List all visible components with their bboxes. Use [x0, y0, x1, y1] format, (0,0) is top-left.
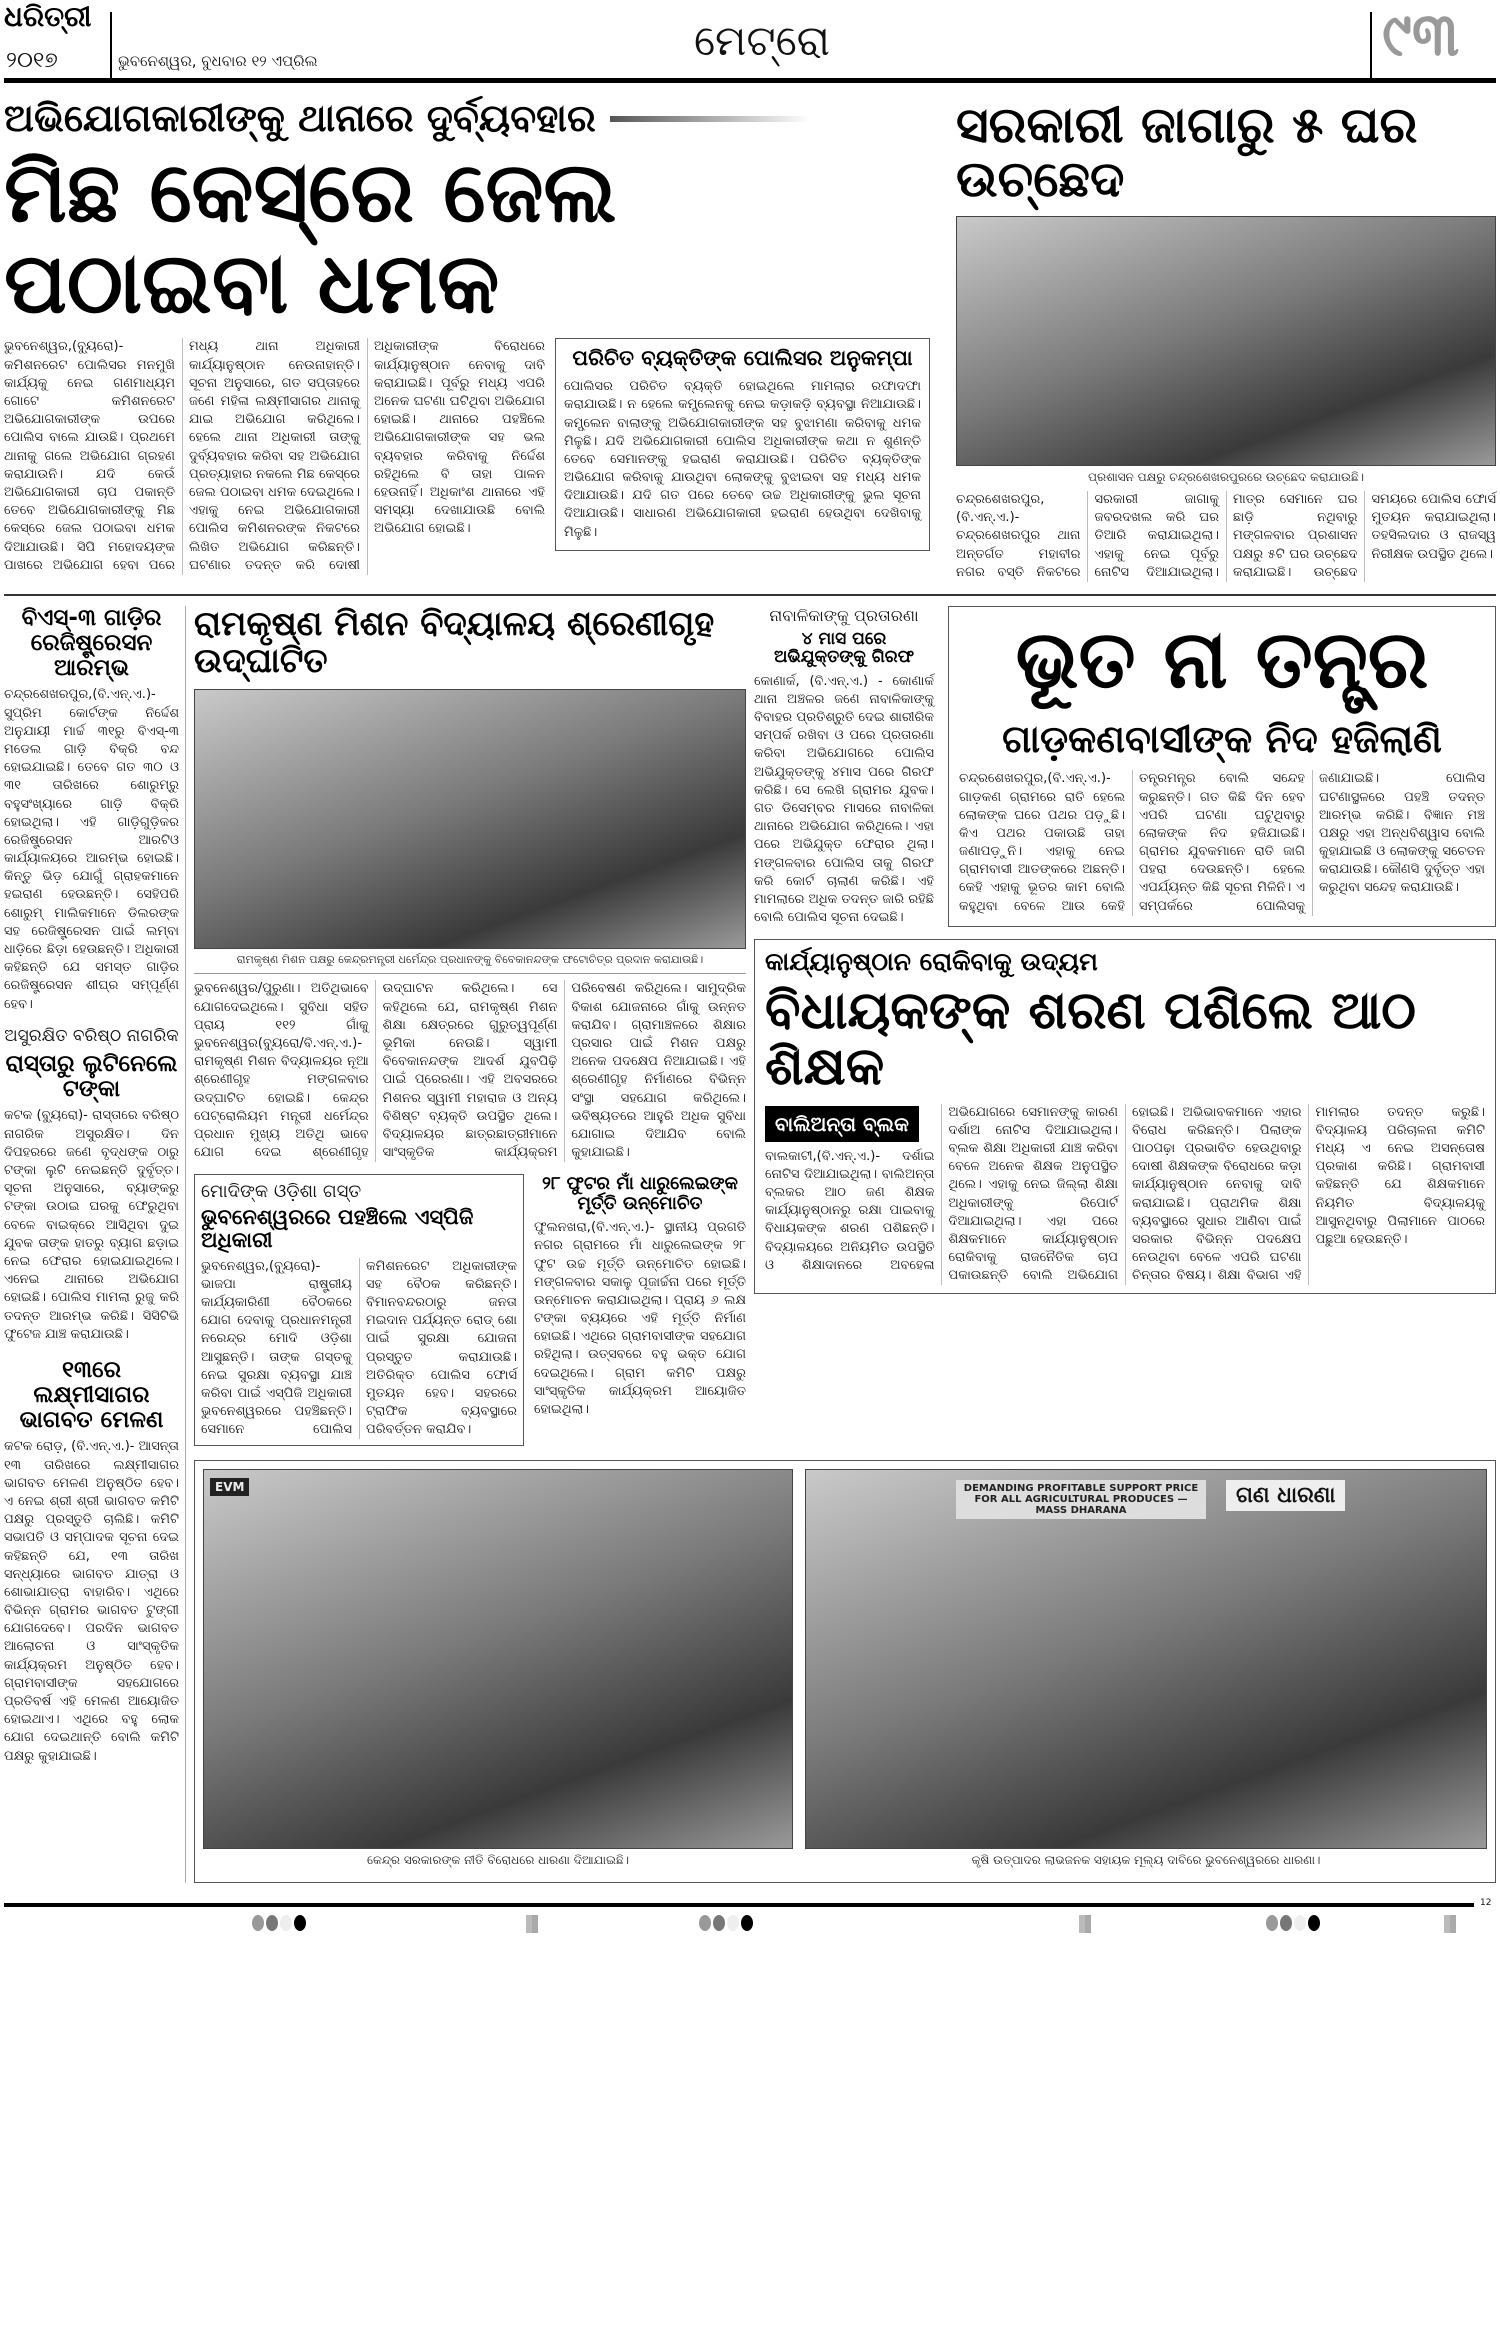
bhagabata-body: କଟକ ରୋଡ଼, (ବି.ଏନ୍.ଏ.)- ଆସନ୍ତା ୧୩ ତାରିଖରେ ଲକ୍ଷ୍ମୀସାଗର ଭାଗବତ ମେଳଣ ଅନୁଷ୍ଠିତ ହେବ। ଏ ନେଇ ଶ୍ରୀ ଶ୍ରୀ ଭାଗବତ କମିଟି ପକ୍ଷରୁ ପ୍ରସ୍ତୁତି ଚାଲିଛି। କମିଟି ସଭାପତି ଓ ସମ୍ପାଦକ ସୂଚନା ଦେଇ କହିଛନ୍ତି ଯେ, ୧୩ ତାରିଖ ସନ୍ଧ୍ୟାରେ ଭାଗବତ ଯାତ୍ରା ଓ ଶୋଭାଯାତ୍ରା ବାହାରିବ। ଏଥିରେ ବିଭିନ୍ନ ଗ୍ରାମର ଭାଗବତ ଟୁଙ୍ଗୀ ଯୋଗଦେବେ। ପରଦିନ ଭାଗବତ ଆଲୋଚନା ଓ ସାଂସ୍କୃତିକ କାର୍ଯ୍ୟକ୍ରମ ଅନୁଷ୍ଠିତ ହେବ। ଗ୍ରାମବାସୀଙ୍କ ସହଯୋଗରେ ପ୍ରତିବର୍ଷ ଏହି ମେଳଣ ଆୟୋଜିତ ହୋଇଥାଏ। ଏଥିରେ ବହୁ ଲୋକ ଯୋଗ ଦେଇଥାନ୍ତି ବୋଲି କମିଟି ପକ୍ଷରୁ କୁହାଯାଇଛି। [4, 1439, 179, 1764]
eviction-photo [956, 216, 1496, 466]
robbery-body: କଟକ (ବ୍ୟୁରୋ)- ରାସ୍ତାରେ ବରିଷ୍ଠ ନାଗରିକ ଅସୁରକ୍ଷିତ। ଦିନ ଦିପହରରେ ଜଣେ ବୃଦ୍ଧଙ୍କ ଠାରୁ ଟଙ୍କା ଲୁଟି ନେଇଛନ୍ତି ଦୁର୍ବୃତ୍ତ। ସୂଚନା ଅନୁସାରେ, ବ୍ୟାଙ୍କରୁ ଟଙ୍କା ଉଠାଇ ଘରକୁ ଫେରୁଥିବା ବେଳେ ବାଇକ୍‌ରେ ଆସିଥିବା ଦୁଇ ଯୁବକ ତାଙ୍କ ହାତରୁ ବ୍ୟାଗ ଛଡ଼ାଇ ନେଇ ଫେରାର ହୋଇଯାଇଥିଲେ। ଏନେଇ ଥାନାରେ ଅଭିଯୋଗ ହୋଇଛି। ପୋଲିସ ମାମଲା ରୁଜୁ କରି ତଦନ୍ତ ଆରମ୍ଭ କରିଛି। ସିସିଟିଭି ଫୁଟେଜ ଯାଞ୍ଚ କରାଯାଉଛି। [4, 1108, 179, 1342]
bs3-headline: ବିଏସ୍-୩ ଗାଡ଼ିର ରେଜିଷ୍ଟ୍ରେସନ ଆରମ୍ଭ [21, 604, 162, 681]
teachers-article [754, 939, 1496, 1294]
lead-kicker: ଅଭିଯୋଗକାରୀଙ୍କୁ ଥାନାରେ ଦୁର୍ବ୍ୟବହାର [4, 96, 596, 140]
top-section [4, 98, 1496, 582]
registration-marks [4, 1915, 1494, 1935]
teachers-body: ବାଲକାଟୀ,(ବି.ଏନ୍.ଏ.)- ଦର୍ଶାଇ ନୋଟିସ ଦିଆଯାଇଥିଲା। ବାଲିଅନ୍ତା ବ୍ଲକର ଆଠ ଜଣ ଶିକ୍ଷକ କାର୍ଯ୍ୟାନୁଷ୍ଠାନରୁ ରକ୍ଷା ପାଇବାକୁ ବିଧାୟକଙ୍କ ଶରଣ ପଶିଛନ୍ତି। ବିଦ୍ୟାଳୟରେ ଅନିୟମିତ ଉପସ୍ଥିତି ଓ ଶିକ୍ଷାଦାନରେ ଅବହେଳା ଅଭିଯୋଗରେ ସେମାନଙ୍କୁ କାରଣ ଦର୍ଶାଅ ନୋଟିସ ଦିଆଯାଇଥିଲା। ବ୍ଲକ ଶିକ୍ଷା ଅଧିକାରୀ ଯାଞ୍ଚ କରିବା ବେଳେ ଅନେକ ଶିକ୍ଷକ ଅନୁପସ୍ଥିତ ଥିଲେ। ଏହାକୁ ନେଇ ଜିଲ୍ଲା ଶିକ୍ଷା ଅଧିକାରୀଙ୍କୁ ରିପୋର୍ଟ ଦିଆଯାଇଥିଲା। ଏହା ପରେ ଶିକ୍ଷକମାନେ କାର୍ଯ୍ୟାନୁଷ୍ଠାନ ରୋକିବାକୁ ରାଜନୈତିକ ଚାପ ପକାଉଛନ୍ତି ବୋଲି ଅଭିଯୋଗ ହୋଇଛି। ଅଭିଭାବକମାନେ ଏହାର ବିରୋଧ କରିଛନ୍ତି। ପିଲାଙ୍କ ପାଠପଢ଼ା ପ୍ରଭାବିତ ହେଉଥିବାରୁ ଦୋଷୀ ଶିକ୍ଷକଙ୍କ ବିରୋଧରେ କଡ଼ା କାର୍ଯ୍ୟାନୁଷ୍ଠାନ ନେବାକୁ ଦାବି କରାଯାଇଛି। ପ୍ରାଥମିକ ଶିକ୍ଷା ବ୍ୟବସ୍ଥାରେ ସୁଧାର ଆଣିବା ପାଇଁ ସରକାର ବିଭିନ୍ନ ପଦକ୍ଷେପ ନେଉଥିବା ବେଳେ ଏପରି ଘଟଣା ଚିନ୍ତାର ବିଷୟ। ଶିକ୍ଷା ବିଭାଗ ଏହି ମାମଲାର ତଦନ୍ତ କରୁଛି। ବିଦ୍ୟାଳୟ ପରିଚାଳନା କମିଟି ମଧ୍ୟ ଏ ନେଇ ଅସନ୍ତୋଷ ପ୍ରକାଶ କରିଛି। ଗ୍ରାମବାସୀ କହିଛନ୍ତି ଯେ ଶିକ୍ଷକମାନେ ନିୟମିତ ବିଦ୍ୟାଳୟକୁ ଆସୁନଥିବାରୁ ପିଲାମାନେ ପାଠରେ ପଛୁଆ ହେଉଛନ୍ତି। [765, 1104, 1485, 1284]
photo-banner: ଗଣ ଧାରଣା [1226, 1480, 1345, 1511]
ramakrishna-photo [194, 689, 746, 949]
photo-banner: DEMANDING PROFITABLE SUPPORT PRICE FOR ALL AGRICULTURAL PRODUCES — MASS DHARANA [956, 1480, 1206, 1519]
divider [1370, 12, 1372, 78]
minor-kicker: ନାବାଳିକାଙ୍କୁ ପ୍ରତାରଣା [769, 605, 919, 625]
ghost-body: ଚନ୍ଦ୍ରଶେଖରପୁର,(ବି.ଏନ୍.ଏ.)- ଗାଡ଼କଣ ଗ୍ରାମରେ ରାତି ହେଲେ ଲୋକଙ୍କ ଘରେ ପଥର ପଡ଼ୁଛି। କିଏ ପଥର ପକାଉଛି ତାହା ଜଣାପଡ଼ୁନି। ଏହାକୁ ନେଇ ଗ୍ରାମବାସୀ ଆତଙ୍କରେ ଅଛନ୍ତି। କେହି ଏହାକୁ ଭୂତର କାମ ବୋଲି କହୁଥିବା ବେଳେ ଆଉ କେହି ତନ୍ତ୍ରମନ୍ତ୍ର ବୋଲି ସନ୍ଦେହ କରୁଛନ୍ତି। ଗତ କିଛି ଦିନ ହେବ ଏପରି ଘଟଣା ଘଟୁଥିବାରୁ ଲୋକଙ୍କ ନିଦ ହଜିଯାଇଛି। ଗ୍ରାମର ଯୁବକମାନେ ରାତି ଜାଗି ପହରା ଦେଉଛନ୍ତି। ହେଲେ ଏପର୍ଯ୍ୟନ୍ତ କିଛି ସୂଚନା ମିଳିନି। ଏ ସମ୍ପର୍କରେ ପୋଲିସକୁ ଜଣାଯାଇଛି। ପୋଲିସ ଘଟଣାସ୍ଥଳରେ ପହଞ୍ଚି ତଦନ୍ତ ଆରମ୍ଭ କରିଛି। ବିଜ୍ଞାନ ମଞ୍ଚ ପକ୍ଷରୁ ଏହା ଅନ୍ଧବିଶ୍ୱାସ ବୋଲି କୁହାଯାଇଛି ଓ ଲୋକଙ୍କୁ ସଚେତନ କରାଯାଉଛି। କୌଣସି ଦୁର୍ବୃତ୍ତ ଏହା କରୁଥିବା ସନ୍ଦେହ କରାଯାଉଛି। [959, 771, 1485, 914]
teachers-headline: ବିଧାୟକଙ୍କ ଶରଣ ପଶିଲେ ଆଠ ଶିକ୍ଷକ [765, 981, 1416, 1098]
sidebar-title: ପରିଚିତ ବ୍ୟକ୍ତିଙ୍କ ପୋଲିସର ଅନୁକମ୍ପା [572, 346, 913, 371]
protest-photo-right [805, 1469, 1487, 1849]
protest-caption-right: କୃଷି ଉତ୍ପାଦର ଲାଭଜନକ ସହାୟକ ମୂଲ୍ୟ ଦାବିରେ ଭୁବନେଶ୍ୱରରେ ଧାରଣା। [971, 1853, 1321, 1868]
spg-body: ଭୁବନେଶ୍ୱର,(ବ୍ୟୁରୋ)-ଭାଜପା ରାଷ୍ଟ୍ରୀୟ କାର୍ଯ୍ୟକାରିଣୀ ବୈଠକରେ ଯୋଗ ଦେବାକୁ ପ୍ରଧାନମନ୍ତ୍ରୀ ନରେନ୍ଦ୍ର ମୋଦି ଓଡ଼ିଶା ଆସୁଛନ୍ତି। ତାଙ୍କ ଗସ୍ତକୁ ନେଇ ସୁରକ୍ଷା ବ୍ୟବସ୍ଥା ଯାଞ୍ଚ କରିବା ପାଇଁ ଏସ୍‌ପିଜି ଅଧିକାରୀ ଭୁବନେଶ୍ୱରରେ ପହଞ୍ଚିଛନ୍ତି। ସେମାନେ ପୋଲିସ କମିଶନରେଟ ଅଧିକାରୀଙ୍କ ସହ ବୈଠକ କରିଛନ୍ତି। ବିମାନବନ୍ଦରଠାରୁ ଜନତା ମଇଦାନ ପର୍ଯ୍ୟନ୍ତ ରୋଡ୍ ଶୋ ପାଇଁ ସୁରକ୍ଷା ଯୋଜନା ପ୍ରସ୍ତୁତ କରାଯାଉଛି। ଅତିରିକ୍ତ ପୋଲିସ ଫୋର୍ସ ମୁତୟନ ହେବ। ସହରରେ ଟ୍ରାଫିକ ବ୍ୟବସ୍ଥାରେ ପରିବର୍ତ୍ତନ କରାଯିବ। [201, 1258, 517, 1438]
lead-headline: ମିଛ କେସ୍‌ରେ ଜେଲ ପଠାଇବା ଧମକ [4, 143, 617, 332]
bottom-photo-frame [194, 1460, 1496, 1883]
spg-idol-row [194, 1174, 746, 1446]
idol-body: ଫୁଲନଖରା,(ବି.ଏନ୍.ଏ.)- ସ୍ଥାନୀୟ ପ୍ରଗତି ନଗର ଗ୍ରାମରେ ମାଁ ଧାରୁଲେଇଙ୍କ ୨୮ ଫୁଟ ଉଚ୍ଚ ମୂର୍ତ୍ତି ଉନ୍ମୋଚିତ ହୋଇଛି। ମଙ୍ଗଳବାର ସକାଳୁ ପୂଜାର୍ଚ୍ଚନା ପରେ ମୂର୍ତ୍ତି ଉନ୍ମୋଚନ କରାଯାଇଥିଲା। ପ୍ରାୟ ୬ ଲକ୍ଷ ଟଙ୍କା ବ୍ୟୟରେ ଏହି ମୂର୍ତ୍ତି ନିର୍ମାଣ ହୋଇଛି। ଏଥିରେ ଗ୍ରାମବାସୀଙ୍କ ସହଯୋଗ ରହିଥିଲା। ଉତ୍ସବରେ ବହୁ ଭକ୍ତ ଯୋଗ ଦେଇଥିଲେ। ଗ୍ରାମ କମିଟି ପକ୍ଷରୁ ସାଂସ୍କୃତିକ କାର୍ଯ୍ୟକ୍ରମ ଆୟୋଜିତ ହୋଇଥିଲା। [534, 1220, 746, 1417]
ramakrishna-caption: ରାମକୃଷ୍ଣ ମିଶନ ପକ୍ଷରୁ କେନ୍ଦ୍ରମନ୍ତ୍ରୀ ଧର୍ମେନ୍ଦ୍ର ପ୍ରଧାନଙ୍କୁ ବିବେକାନନ୍ଦଙ୍କ ଫଟୋଚିତ୍ର ପ୍ରଦାନ କରାଯାଉଛି। [236, 953, 704, 967]
robbery-kicker: ଅସୁରକ୍ଷିତ ବରିଷ୍ଠ ନାଗରିକ [4, 1025, 179, 1046]
eviction-article [956, 98, 1496, 582]
spg-article [194, 1174, 524, 1446]
robbery-headline: ରାସ୍ତାରୁ ଲୁଟିନେଲେ ଟଙ୍କା [5, 1050, 178, 1102]
eviction-caption: ପ୍ରଶାସନ ପକ୍ଷରୁ ଚନ୍ଦ୍ରଶେଖରପୁରରେ ଉଚ୍ଛେଦ କରାଯାଉଛି। [1088, 470, 1364, 484]
left-column [4, 606, 186, 1884]
page-number: ୯୩ [1382, 0, 1459, 70]
lead-article [4, 98, 930, 582]
center-column [194, 603, 746, 1447]
minor-body: କୋଣାର୍କ, (ବି.ଏନ୍.ଏ.) - କୋଣାର୍କ ଥାନା ଅଞ୍ଚଳର ଜଣେ ନାବାଳିକାଙ୍କୁ ବିବାହର ପ୍ରତିଶ୍ରୁତି ଦେଇ ଶାରୀରିକ ସମ୍ପର୍କ ରଖିବା ଓ ପରେ ପ୍ରତାରଣା କରିବା ଅଭିଯୋଗରେ ପୋଲିସ ଅଭିଯୁକ୍ତଙ୍କୁ ୪ମାସ ପରେ ଗିରଫ କରିଛି। ସେ ଲେଖି ଗ୍ରାମର ଯୁବକ। ଗତ ଡିସେମ୍ବର ମାସରେ ନାବାଳିକା ଥାନାରେ ଅଭିଯୋଗ କରିଥିଲେ। ଏହା ପରେ ଅଭିଯୁକ୍ତ ଫେରାର ଥିଲା। ମଙ୍ଗଳବାର ପୋଲିସ ତାକୁ ଗିରଫ କରି କୋର୍ଟ ଚାଲାଣ କରିଛି। ଏହି ମାମଲାରେ ଅଧିକ ତଦନ୍ତ ଜାରି ରହିଛି ବୋଲି ପୋଲିସ ସୂଚନା ଦେଇଛି। [754, 673, 934, 926]
dateline: ଭୁବନେଶ୍ୱର, ବୁଧବାର ୧୨ ଏପ୍ରିଲ [118, 52, 318, 70]
masthead-rule [4, 78, 1496, 83]
protest-right [805, 1469, 1487, 1874]
photo-banner: EVM [210, 1478, 249, 1496]
teachers-body-columns [765, 1104, 1485, 1286]
idol-headline: ୨୮ ଫୁଟର ମାଁ ଧାରୁଲେଇଙ୍କ ମୂର୍ତ୍ତି ଉନ୍ମୋଚିତ [542, 1173, 738, 1214]
ghost-headline: ଭୂତ ନା ତନ୍ତ୍ର [1015, 612, 1429, 706]
footer [4, 1898, 1496, 1939]
lead-content [4, 338, 930, 574]
eviction-body: ଚନ୍ଦ୍ରଶେଖରପୁର,(ବି.ଏନ୍.ଏ.)- ଚନ୍ଦ୍ରଶେଖରପୁର ଥାନା ଅନ୍ତର୍ଗତ ମହାବୀର ନଗର ବସ୍ତି ନିକଟରେ ସରକାରୀ ଜାଗାକୁ ଜବରଦଖଲ କରି ଘର ତିଆରି କରାଯାଇଥିଲା। ଏହାକୁ ନେଇ ପୂର୍ବରୁ ନୋଟିସ ଦିଆଯାଇଥିଲା। ମାତ୍ର ସେମାନେ ଘର ଛାଡ଼ି ନଥିବାରୁ ମଙ୍ଗଳବାର ପ୍ରଶାସନ ପକ୍ଷରୁ ୫ଟି ଘର ଉଚ୍ଛେଦ କରାଯାଇଛି। ଉଚ୍ଛେଦ ସମୟରେ ପୋଲିସ ଫୋର୍ସ ମୁତୟନ କରାଯାଇଥିଲା। ତହସିଲଦାର ଓ ରାଜସ୍ୱ ନିରୀକ୍ଷକ ଉପସ୍ଥିତ ଥିଲେ। [956, 492, 1496, 580]
lead-sidebar [555, 338, 930, 550]
edition-year: ୨୦୧୭ [6, 48, 58, 73]
section-rule [4, 594, 1496, 596]
right-top-row [754, 606, 1496, 927]
minor-headline: ୪ ମାସ ପରେ ଅଭିଯୁକ୍ତଙ୍କୁ ଗିରଫ [773, 628, 915, 668]
lead-body: ଭୁବନେଶ୍ୱର,(ବ୍ୟୁରୋ)- କମିଶନରେଟ ପୋଲିସର ମନମୁଖି କାର୍ଯ୍ୟକୁ ନେଇ ଗଣମାଧ୍ୟମ ଗୋଟେ କମିଶନରେଟ ଅଭିଯୋଗକାରୀଙ୍କ ଉପରେ ପୋଲିସ ବାଲେ ଯାଉଛି। ପ୍ରଥମେ ଥାନାକୁ ଗଲେ ଅଭିଯୋଗ ଗ୍ରହଣ କରାଯାଉନି। ଯଦି କେଉଁ ଅଭିଯୋଗକାରୀ ଚାପ ପକାନ୍ତି ତେବେ ଅଭିଯୋଗକାରୀଙ୍କୁ ମିଛ କେସ୍‌ରେ ଜେଲ ପଠାଇବା ଧମକ ଦିଆଯାଉଛି। ସିପି ମହୋଦୟଙ୍କ ପାଖରେ ଅଭିଯୋଗ ହେବା ପରେ ମଧ୍ୟ ଥାନା ଅଧିକାରୀ କାର୍ଯ୍ୟାନୁଷ୍ଠାନ ନେଉନାହାନ୍ତି। ସୂଚନା ଅନୁସାରେ, ଗତ ସପ୍ତାହରେ ଜଣେ ମହିଳା ଲକ୍ଷ୍ମୀସାଗର ଥାନାକୁ ଯାଇ ଅଭିଯୋଗ କରିଥିଲେ। ହେଲେ ଥାନା ଅଧିକାରୀ ତାଙ୍କୁ ଦୁର୍ବ୍ୟବହାର କରିବା ସହ ଅଭିଯୋଗ ପ୍ରତ୍ୟାହାର ନକଲେ ମିଛ କେସ୍‌ରେ ଜେଲ ପଠାଇବା ଧମକ ଦେଇଥିଲେ। ଏହାକୁ ନେଇ ଅଭିଯୋଗକାରୀ ପୋଲିସ କମିଶନରଙ୍କ ନିକଟରେ ଲିଖିତ ଅଭିଯୋଗ କରିଛନ୍ତି। ଘଟଣାର ତଦନ୍ତ କରି ଦୋଷୀ ଅଧିକାରୀଙ୍କ ବିରୋଧରେ କାର୍ଯ୍ୟାନୁଷ୍ଠାନ ନେବାକୁ ଦାବି କରାଯାଇଛି। ପୂର୍ବରୁ ମଧ୍ୟ ଏପରି ଅନେକ ଘଟଣା ଘଟିଥିବା ଅଭିଯୋଗ ହୋଇଛି। ଥାନାରେ ପହଞ୍ଚିଲେ ଅଭିଯୋଗକାରୀଙ୍କ ସହ ଭଲ ବ୍ୟବହାର କରିବାକୁ ନିର୍ଦ୍ଦେଶ ରହିଥିଲେ ବି ତାହା ପାଳନ ହେଉନାହିଁ। ଅଧିକାଂଶ ଥାନାରେ ଏହି ସମସ୍ୟା ଦେଖାଯାଉଛି ବୋଲି ଅଭିଯୋଗ ହୋଇଛି। [4, 339, 545, 573]
kicker-rule [610, 116, 810, 122]
ramakrishna-body: ଭୁବନେଶ୍ୱର/ପୁରୁଣା। ଅତିଥିଭାବେ ଯୋଗଦେଇଥିଲେ। ସୁବିଧା ସହିତ ପ୍ରାୟ ୧୧୨ ଗାଁକୁ ଭୁବନେଶ୍ୱର(ବ୍ୟୁରୋ/ବି.ଏନ୍.ଏ.)- ରାମକୃଷ୍ଣ ମିଶନ ବିଦ୍ୟାଳୟର ନୂଆ ଶ୍ରେଣୀଗୃହ ମଙ୍ଗଳବାର ଉଦ୍‌ଘାଟିତ ହୋଇଛି। କେନ୍ଦ୍ର ପେଟ୍ରୋଲିୟମ ମନ୍ତ୍ରୀ ଧର୍ମେନ୍ଦ୍ର ପ୍ରଧାନ ମୁଖ୍ୟ ଅତିଥି ଭାବେ ଯୋଗ ଦେଇ ଶ୍ରେଣୀଗୃହ ଉଦ୍‌ଘାଟନ କରିଥିଲେ। ସେ କହିଥିଲେ ଯେ, ରାମକୃଷ୍ଣ ମିଶନ ଶିକ୍ଷା କ୍ଷେତ୍ରରେ ଗୁରୁତ୍ୱପୂର୍ଣ୍ଣ ଭୂମିକା ନେଉଛି। ସ୍ୱାମୀ ବିବେକାନନ୍ଦଙ୍କ ଆଦର୍ଶ ଯୁବପିଢ଼ି ପାଇଁ ପ୍ରେରଣା। ଏହି ଅବସରରେ ମିଶନର ସ୍ୱାମୀ ମହାରାଜ ଓ ଅନ୍ୟ ବିଶିଷ୍ଟ ବ୍ୟକ୍ତି ଉପସ୍ଥିତ ଥିଲେ। ବିଦ୍ୟାଳୟର ଛାତ୍ରଛାତ୍ରୀମାନେ ସାଂସ୍କୃତିକ କାର୍ଯ୍ୟକ୍ରମ ପରିବେଷଣ କରିଥିଲେ। ସାମୁଦ୍ରିକ ବିକାଶ ଯୋଜନାରେ ଗାଁକୁ ଉନ୍ନତ କରାଯିବ। ଗ୍ରାମାଞ୍ଚଳରେ ଶିକ୍ଷାର ପ୍ରସାର ପାଇଁ ମିଶନ ପକ୍ଷରୁ ଅନେକ ପଦକ୍ଷେପ ନିଆଯାଇଛି। ଏହି ଶ୍ରେଣୀଗୃହ ନିର୍ମାଣରେ ବିଭିନ୍ନ ସଂସ୍ଥା ସହଯୋଗ କରିଥିଲେ। ଭବିଷ୍ୟତରେ ଆହୁରି ଅଧିକ ସୁବିଧା ଯୋଗାଇ ଦିଆଯିବ ବୋଲି କୁହାଯାଇଛି। [194, 981, 746, 1161]
teachers-box-label: ବାଲିଅନ୍ତା ବ୍ଲକ [765, 1106, 919, 1142]
divider [194, 973, 746, 974]
bhagabata-headline: ୧୩ରେ ଲକ୍ଷ୍ମୀସାଗର ଭାଗବତ ମେଳଣ [19, 1356, 164, 1433]
section-title: ମେଟ୍ରୋ [694, 16, 830, 65]
protest-caption-left: କେନ୍ଦ୍ର ସରକାରଙ୍କ ନୀତି ବିରୋଧରେ ଧାରଣା ଦିଆଯାଇଛି। [367, 1853, 629, 1868]
bs3-body: ଚନ୍ଦ୍ରଶେଖରପୁର,(ବି.ଏନ୍.ଏ.)- ସୁପ୍ରିମ କୋର୍ଟଙ୍କ ନିର୍ଦ୍ଦେଶ ଅନୁଯାୟୀ ମାର୍ଚ୍ଚ ୩୧ରୁ ବିଏସ୍-୩ ମଡେଲ ଗାଡ଼ି ବିକ୍ରି ବନ୍ଦ ହୋଇଯାଇଛି। ତେବେ ଗତ ୩୦ ଓ ୩୧ ତାରିଖରେ ଶୋରୁମ୍‌ରୁ ବହୁସଂଖ୍ୟାରେ ଗାଡ଼ି ବିକ୍ରି ହୋଇଥିଲା। ଏହି ଗାଡ଼ିଗୁଡ଼ିକର ରେଜିଷ୍ଟ୍ରେସନ ଆରଟିଓ କାର୍ଯ୍ୟାଳୟରେ ଆରମ୍ଭ ହୋଇଛି। କିନ୍ତୁ ଭିଡ଼ ଯୋଗୁଁ ଗ୍ରାହକମାନେ ହଇରାଣ ହେଉଛନ୍ତି। ସେହିପରି ଶୋରୁମ୍ ମାଲିକମାନେ ଡିଲରଙ୍କ ସହ ରେଜିଷ୍ଟ୍ରେସନ ପାଇଁ ଲମ୍ବା ଧାଡ଼ିରେ ଛିଡ଼ା ହେଉଛନ୍ତି। ଅଧିକାରୀ କହିଛନ୍ତି ଯେ ସମସ୍ତ ଗାଡ଼ିର ରେଜିଷ୍ଟ୍ରେସନ ଶୀଘ୍ର ସମ୍ପୂର୍ଣ୍ଣ ହେବ। [4, 687, 179, 1012]
protest-photo-left [203, 1469, 793, 1849]
newspaper-logo: ଧରିତ୍ରୀ [4, 0, 92, 33]
main-section [4, 603, 1496, 1884]
lead-kicker-row [4, 98, 930, 139]
minor-article [754, 606, 934, 927]
protest-left [203, 1469, 793, 1874]
spg-headline: ଭୁବନେଶ୍ୱରରେ ପହଞ୍ଚିଲେ ଏସ୍‌ପିଜି ଅଧିକାରୀ [201, 1205, 474, 1252]
ramakrishna-headline: ରାମକୃଷ୍ଣ ମିଶନ ବିଦ୍ୟାଳୟ ଶ୍ରେଣୀଗୃହ ଉଦ୍‌ଘାଟିତ [194, 603, 715, 681]
footer-rule [4, 1903, 1474, 1907]
folio: 12 [1480, 1898, 1492, 1909]
divider [110, 12, 112, 78]
spg-kicker: ମୋଦିଙ୍କ ଓଡ଼ିଶା ଗସ୍ତ [201, 1181, 362, 1203]
idol-article [534, 1174, 746, 1419]
right-column [754, 606, 1496, 1447]
ghost-subheadline: ଗାଡ଼କଣବାସୀଙ୍କ ନିଦ ହଜିଲାଣି [1002, 717, 1442, 762]
sidebar-body: ପୋଲିସର ପରିଚିତ ବ୍ୟକ୍ତି ହୋଇଥିଲେ ମାମଲାର ରଫାଦଫା କରାଯାଉଛି। ନ ହେଲେ କମ୍ପ୍ଲେନକୁ ନେଇ କଡ଼ାକଡ଼ି ବ୍ୟବସ୍ଥା ନିଆଯାଉଛି। କମ୍ପ୍ଲେନ ବାଲାଙ୍କୁ ଅଭିଯୋଗକାରୀଙ୍କ ସହ ବୁଝାମଣା କରିବାକୁ ଧମକ ମିଳୁଛି। ଯଦି ଅଭିଯୋଗକାରୀ ପୋଲିସ ଅଧିକାରୀଙ୍କ କଥା ନ ଶୁଣନ୍ତି ତେବେ ସେମାନଙ୍କୁ ହଇରାଣ କରାଯାଉଛି। ପରିଚିତ ବ୍ୟକ୍ତିଙ୍କ ଅଭିଯୋଗ କରିବାକୁ ଯାଉଥିବା ଲୋକଙ୍କୁ ବୁଝାଇବା ସହ ମଧ୍ୟ ଧମକ ଦିଆଯାଉଛି। ଯଦି ଗତ ପରେ ତେବେ ଉଚ୍ଚ ଅଧିକାରୀଙ୍କୁ ଭୁଲ ସୂଚନା ଦିଆଯାଉଛି। ସାଧାରଣ ଅଭିଯୋଗକାରୀ ହଇରାଣ ହେଉଥିବା ଦେଖିବାକୁ ମିଳୁଛି। [564, 379, 921, 540]
teachers-kicker: କାର୍ଯ୍ୟାନୁଷ୍ଠାନ ରୋକିବାକୁ ଉଦ୍ୟମ [765, 947, 1098, 977]
ghost-box [948, 606, 1496, 927]
eviction-headline: ସରକାରୀ ଜାଗାରୁ ୫ ଘର ଉଚ୍ଛେଦ [956, 96, 1418, 208]
masthead [4, 0, 1496, 86]
